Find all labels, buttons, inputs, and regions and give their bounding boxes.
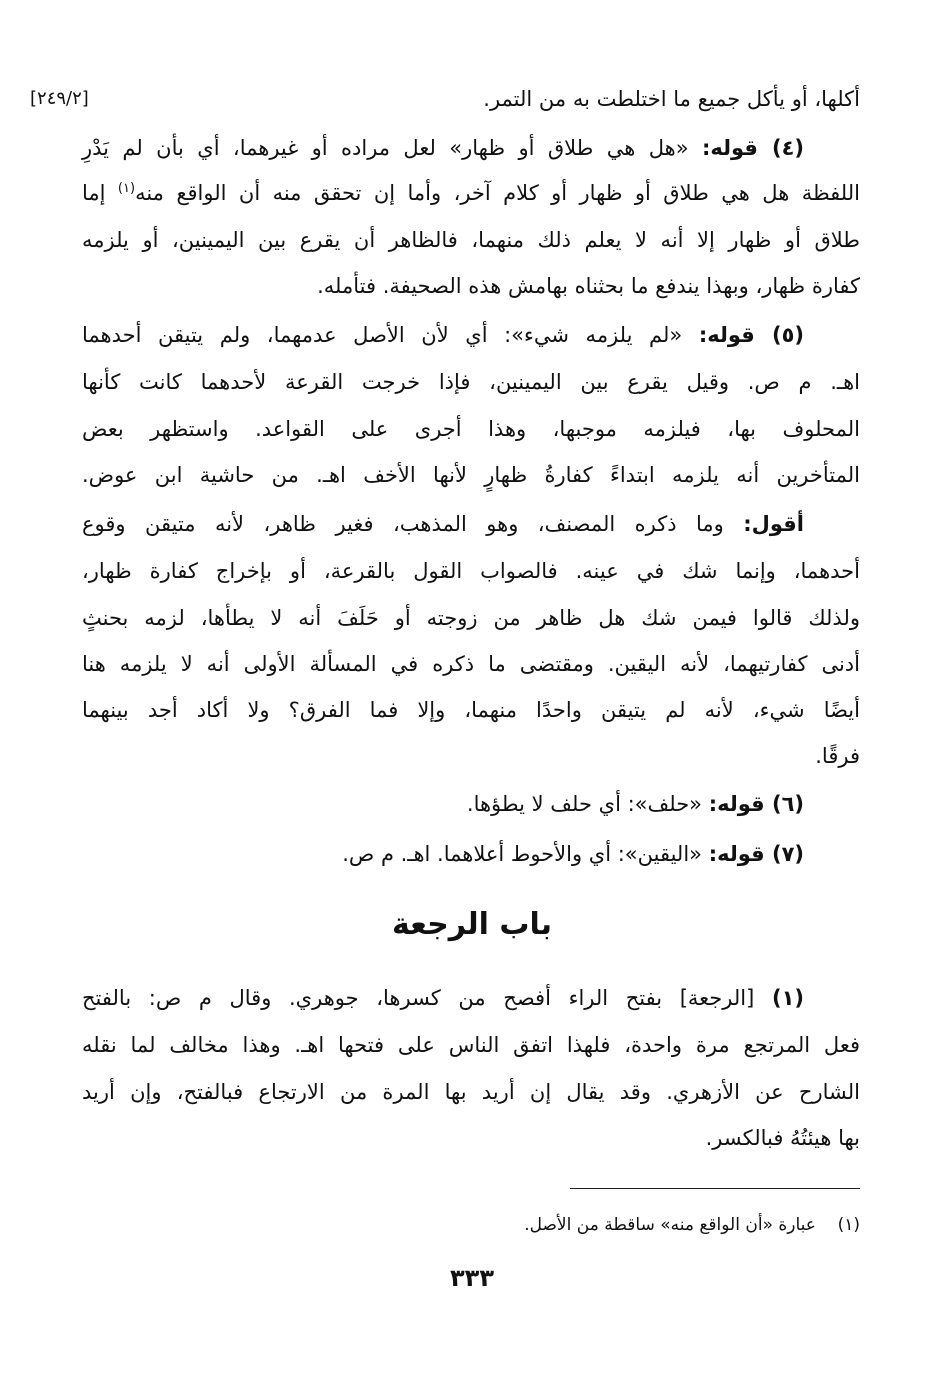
note-4-text-1: «هل هي طلاق أو ظهار» لعل مراده أو غيرهما، أي بأن لم يَدْرِ xyxy=(82,136,689,160)
comment-text-1: وما ذكره المصنف، وهو المذهب، فغير ظاهر، لأنه متيقن وقوع xyxy=(82,512,724,536)
note-4-marker: (٤) قوله: xyxy=(701,136,804,160)
note-6-marker: (٦) قوله: xyxy=(708,792,804,816)
note-5-text-1: «لم يلزمه شيء»: أي لأن الأصل عدمهما، ولم يتيقن أحدهما xyxy=(82,323,683,347)
chapter-note-line-3 xyxy=(82,1077,860,1107)
note-7-text: «اليقين»: أي والأحوط أعلاهما. اهـ. م ص. xyxy=(342,842,703,866)
chapter-note-line-4 xyxy=(82,1123,860,1153)
chapter-note-text-2: فعل المرتجع مرة واحدة، فلهذا اتفق الناس على فتحها اهـ. وهذا مخالف لما نقله xyxy=(82,1033,860,1057)
chapter-note-text-4: بها هيئتُهُ فبالكسر. xyxy=(705,1126,860,1150)
note-7-marker: (٧) قوله: xyxy=(708,842,804,866)
note-4-line-3 xyxy=(82,225,860,255)
note-5-text-2: اهـ. م ص. وقيل يقرع بين اليمينين، فإذا خرجت القرعة لأحدهما كانت كأنها xyxy=(82,370,860,394)
note-4-text-3: طلاق أو ظهار إلا أنه لا يعلم ذلك منهما، فالظاهر أن يقرع بين اليمينين، أو يلزمه xyxy=(82,228,860,252)
note-4-text-2-tail: إما xyxy=(82,181,106,205)
note-5-text-4: المتأخرين أنه يلزمه ابتداءً كفارةُ ظهارٍ لأنها الأخف اهـ. من حاشية ابن عوض. xyxy=(82,463,860,487)
note-5-line-2 xyxy=(82,367,860,397)
comment-marker: أقول: xyxy=(743,512,804,536)
note-4-text-2: اللفظة هل هي طلاق أو ظهار أو كلام آخر، وأما إن تحقق منه أن الواقع منه xyxy=(135,181,860,205)
note-5-text-3: المحلوف بها، فيلزمه موجبها، وهذا أجرى على القواعد. واستظهر بعض xyxy=(82,417,860,441)
comment-line-5 xyxy=(82,695,860,725)
note-4-text-4: كفارة ظهار، وبهذا يندفع ما بحثناه بهامش هذه الصحيفة. فتأمله. xyxy=(317,274,860,298)
comment-line-2 xyxy=(82,556,860,586)
chapter-heading: باب الرجعة xyxy=(391,907,553,942)
note-4-line-4 xyxy=(82,271,860,301)
note-5-marker: (٥) قوله: xyxy=(698,323,805,347)
note-4-line-1 xyxy=(82,133,804,163)
footnote-reference-marker: (١) xyxy=(117,181,136,196)
note-4-line-2 xyxy=(82,178,860,208)
comment-text-4: أدنى كفارتيهما، لأنه اليقين. ومقتضى ما ذكره في المسألة الأولى أنه لا يلزمه هنا xyxy=(82,652,860,676)
source-page-reference: [٢٤٩/٢] xyxy=(30,88,89,109)
comment-text-5: أيضًا شيء، لأنه لم يتيقن واحدًا منهما، وإلا فما الفرق؟ ولا أكاد أجد بينهما xyxy=(82,698,860,722)
chapter-note-text-3: الشارح عن الأزهري. وقد يقال إن أريد بها المرة من الارتجاع فبالفتح، وإن أريد xyxy=(82,1080,860,1104)
comment-line-6 xyxy=(82,741,860,771)
footnote-separator xyxy=(570,1188,860,1189)
note-6-line xyxy=(82,789,804,819)
comment-text-6: فرقًا. xyxy=(815,744,860,768)
chapter-note-text-1: [الرجعة] بفتح الراء أفصح من كسرها، جوهري. وقال م ص: بالفتح xyxy=(82,986,755,1010)
continuation-line xyxy=(82,84,860,114)
note-5-line-4 xyxy=(82,460,860,490)
comment-line-4 xyxy=(82,649,860,679)
note-7-line xyxy=(82,839,804,869)
footnote-text: عبارة «أن الواقع منه» ساقطة من الأصل. xyxy=(524,1215,816,1235)
continuation-text: أكلها، أو يأكل جميع ما اختلطت به من التمر. xyxy=(483,87,860,111)
note-5-line-1 xyxy=(82,320,804,350)
chapter-note-line-2 xyxy=(82,1030,860,1060)
comment-line-3 xyxy=(82,603,860,633)
note-6-text: «حلف»: أي حلف لا يطؤها. xyxy=(466,792,703,816)
chapter-note-marker: (١) xyxy=(771,986,804,1010)
comment-line-1 xyxy=(82,509,804,539)
page-number: ٣٣٣ xyxy=(450,1264,494,1292)
comment-text-2: أحدهما، وإنما شك في عينه. فالصواب القول بالقرعة، أو بإخراج كفارة ظهار، xyxy=(82,559,860,583)
note-5-line-3 xyxy=(82,414,860,444)
chapter-note-line-1 xyxy=(82,983,804,1013)
footnote xyxy=(524,1212,860,1238)
footnote-marker: (١) xyxy=(837,1215,860,1235)
comment-text-3: ولذلك قالوا فيمن شك هل ظاهر من زوجته أو حَلَفَ أنه لا يطأها، لزمه بحنثٍ xyxy=(82,606,860,630)
